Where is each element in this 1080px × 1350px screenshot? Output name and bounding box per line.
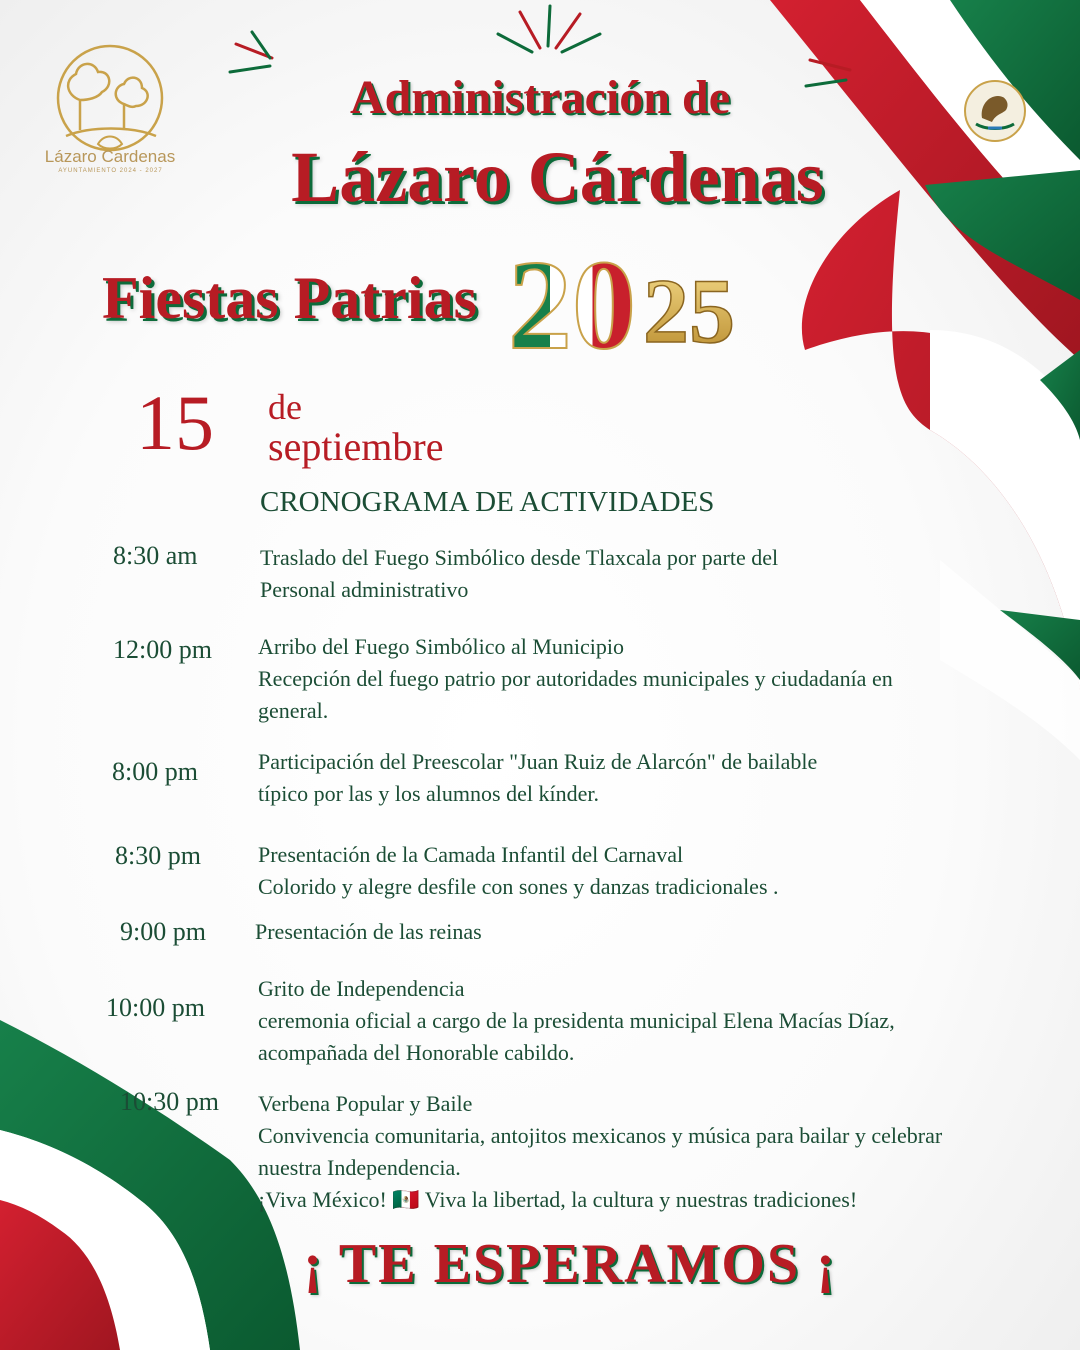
schedule-item	[258, 1088, 1068, 1216]
year-first-half: 20	[508, 234, 636, 360]
year-second-half: 25	[643, 260, 735, 360]
logo-subtitle: AYUNTAMIENTO 2024 - 2027	[58, 168, 163, 174]
schedule-line: general.	[258, 698, 329, 723]
schedule-time: 8:30 pm	[115, 841, 201, 870]
schedule-line: Colorido y alegre desfile con sones y danzas tradicionales .	[258, 874, 779, 899]
schedule-time: 10:30 pm	[120, 1087, 219, 1116]
schedule-time: 10:00 pm	[106, 993, 205, 1022]
schedule-line: Arribo del Fuego Simbólico al Municipio	[258, 634, 625, 659]
schedule-item	[255, 916, 1065, 948]
schedule-line: Participación del Preescolar "Juan Ruiz de Alarcón" de bailable	[258, 749, 818, 774]
schedule-line: ceremonia oficial a cargo de la presidenta municipal Elena Macías Díaz,	[258, 1008, 895, 1033]
schedule-time: 12:00 pm	[113, 635, 212, 664]
header-line-1: Administración de	[349, 71, 730, 124]
schedule-line: Traslado del Fuego Simbólico desde Tlaxcala por parte del	[260, 545, 779, 570]
schedule-line: acompañada del Honorable cabildo.	[258, 1040, 575, 1065]
schedule-time: 9:00 pm	[120, 917, 206, 946]
event-year	[508, 230, 758, 360]
schedule-item	[258, 631, 1068, 727]
logo-name: Lázaro Cardenas	[44, 147, 176, 166]
schedule-time: 8:00 pm	[112, 757, 198, 786]
schedule-item	[258, 746, 1068, 810]
schedule-item	[258, 839, 1068, 903]
date-day: 15	[136, 379, 214, 466]
schedule-line: ¡Viva México! 🇲🇽 Viva la libertad, la cultura y nuestras tradiciones!	[258, 1187, 858, 1212]
schedule-line: típico por las y los alumnos del kínder.	[258, 781, 599, 806]
schedule-line: Presentación de la Camada Infantil del Carnaval	[258, 842, 684, 867]
schedule-line: Personal administrativo	[260, 577, 469, 602]
date-month: septiembre	[268, 424, 444, 469]
schedule-line: Recepción del fuego patrio por autoridades municipales y ciudadanía en	[258, 666, 893, 691]
call-to-action: ¡ TE ESPERAMOS ¡	[303, 1233, 837, 1295]
schedule-line: Convivencia comunitaria, antojitos mexicanos y música para bailar y celebrar	[258, 1123, 943, 1148]
schedule-time: 8:30 am	[113, 541, 198, 570]
event-name: Fiestas Patrias	[102, 265, 477, 331]
schedule-line: Grito de Independencia	[258, 976, 465, 1001]
date-de: de	[268, 387, 302, 427]
schedule-item	[260, 542, 1070, 606]
schedule-item	[258, 973, 1068, 1069]
schedule-line: Verbena Popular y Baile	[258, 1091, 473, 1116]
schedule-line: nuestra Independencia.	[258, 1155, 461, 1180]
header-line-2: Lázaro Cárdenas	[291, 137, 824, 217]
schedule-line: Presentación de las reinas	[255, 919, 482, 944]
schedule-title: CRONOGRAMA DE ACTIVIDADES	[260, 486, 715, 518]
